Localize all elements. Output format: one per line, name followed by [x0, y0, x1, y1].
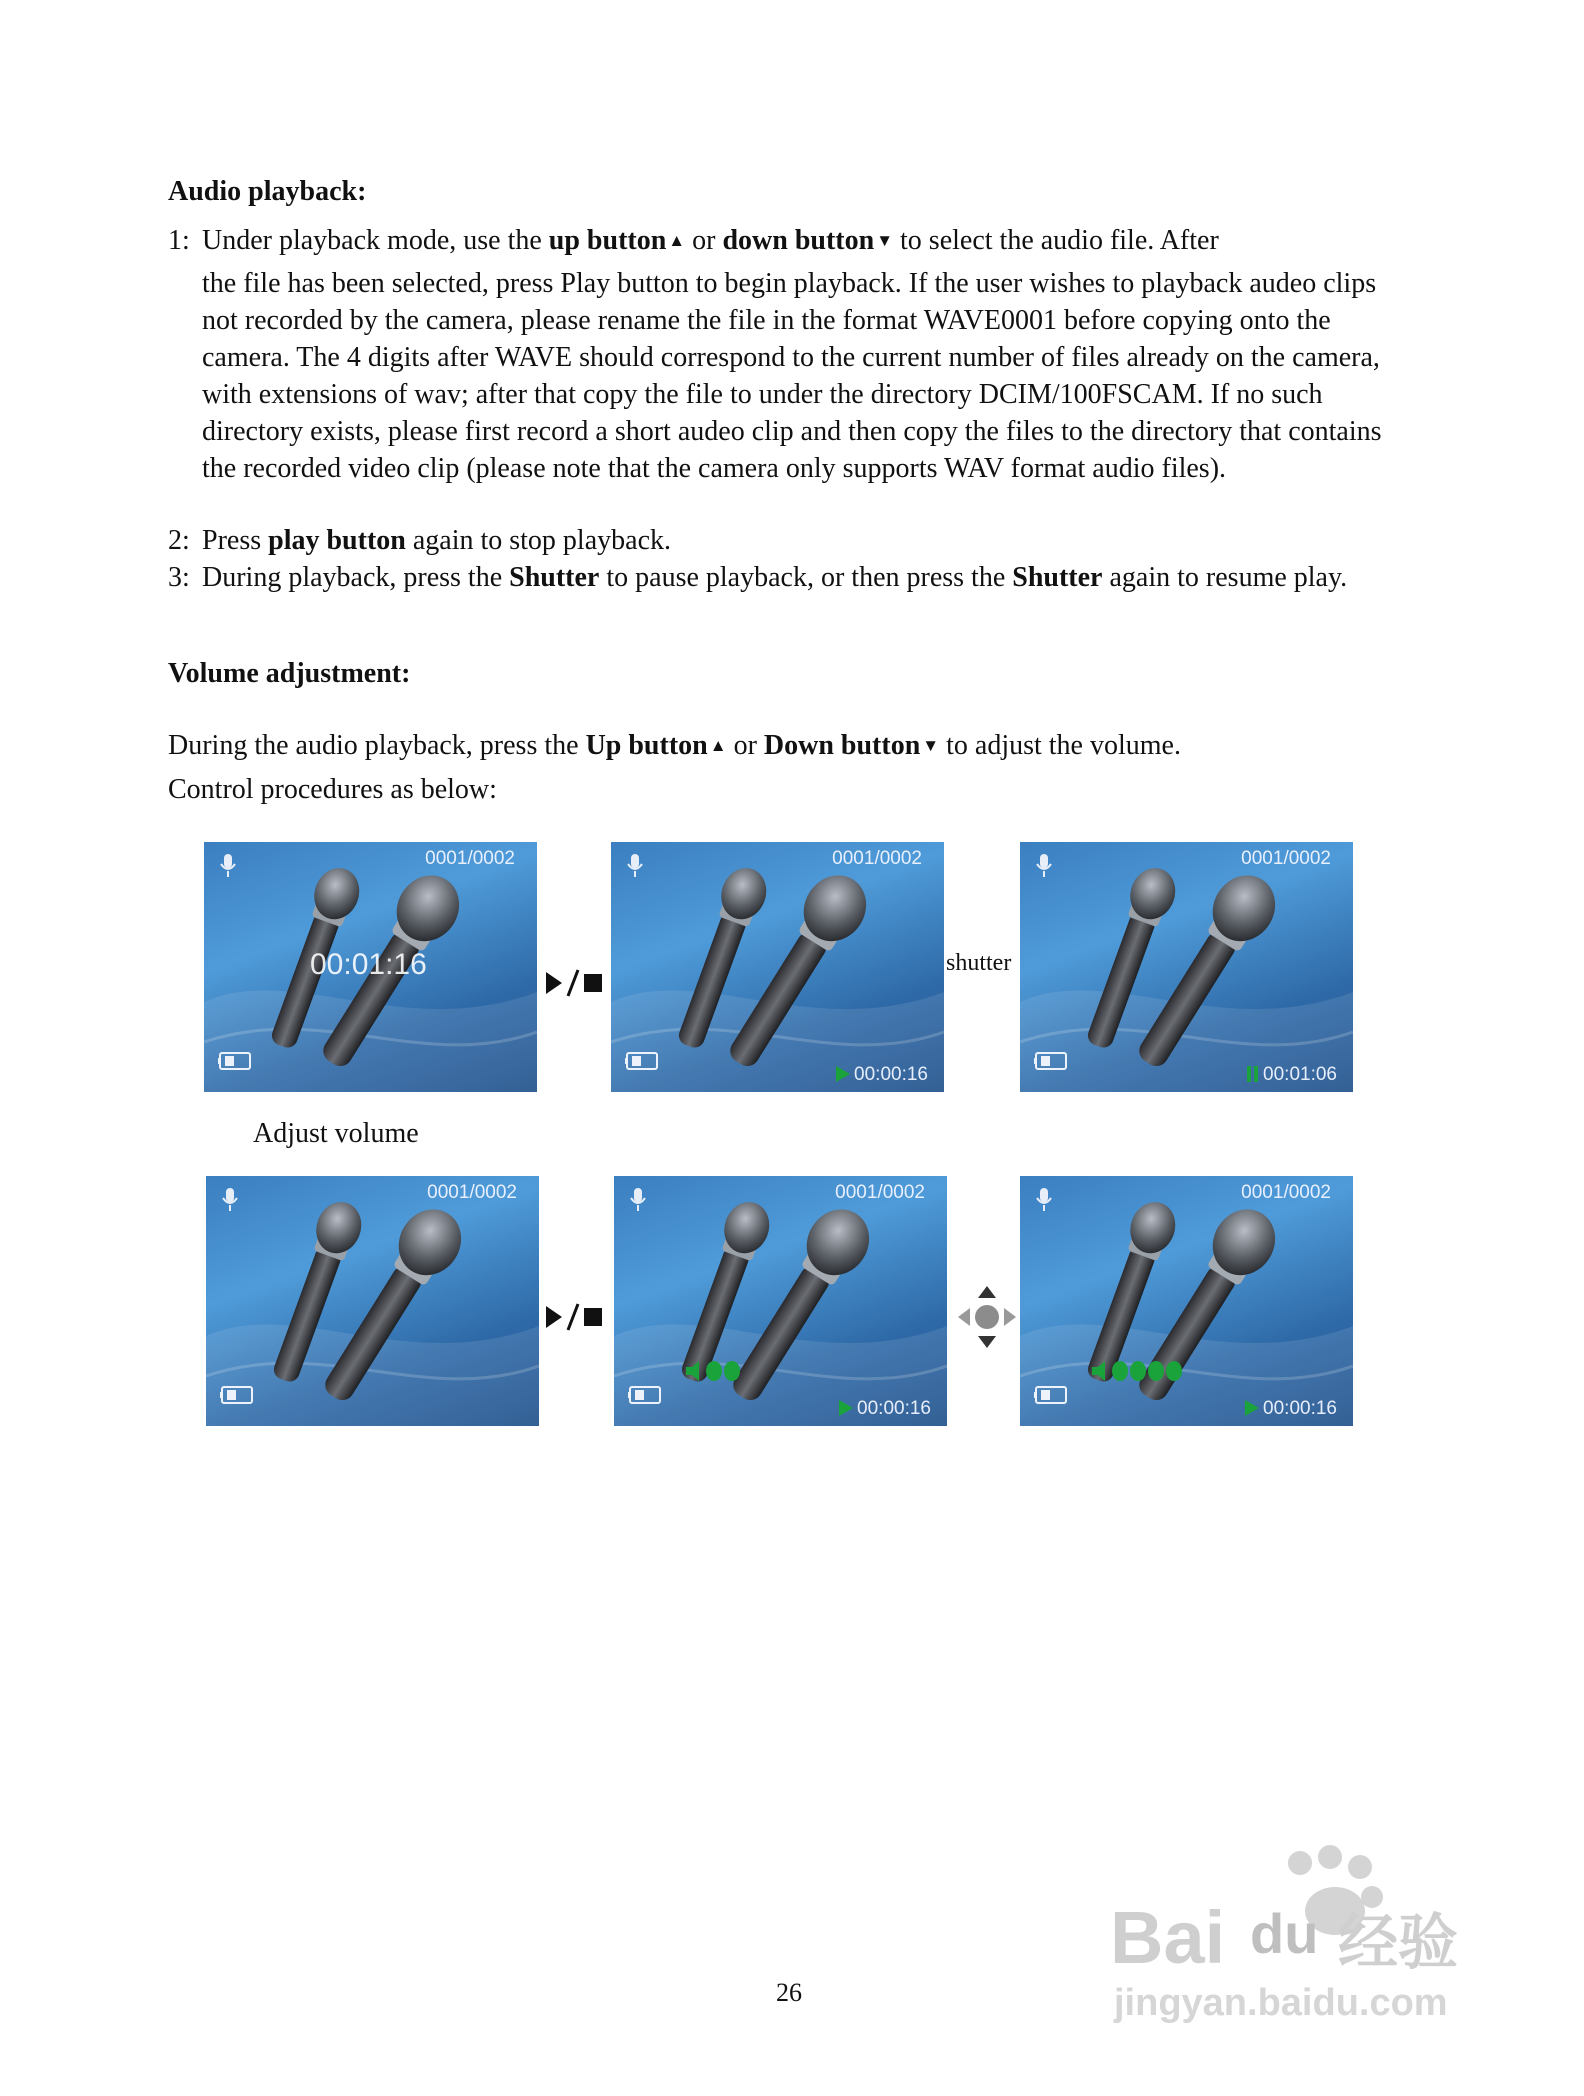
- mic-icon: [1036, 854, 1052, 878]
- volume-dot: [706, 1361, 722, 1381]
- play-icon: [836, 1066, 850, 1082]
- microphones-image: [1020, 1176, 1353, 1426]
- volume-dot: [724, 1361, 740, 1381]
- mic-icon: [630, 1188, 646, 1212]
- audio-playback-heading: Audio playback:: [168, 176, 367, 207]
- file-counter: 0001/0002: [425, 848, 515, 869]
- battery-icon: [1034, 1386, 1068, 1404]
- elapsed-time: 00:01:16: [310, 948, 427, 981]
- volume-dot: [1166, 1361, 1182, 1381]
- battery-icon: [218, 1052, 252, 1070]
- play-stop-icon: [544, 968, 606, 998]
- up-arrow-icon: ▲: [668, 231, 686, 250]
- adjust-volume-label: Adjust volume: [253, 1118, 419, 1149]
- volume-indicator: [1092, 1358, 1212, 1384]
- camera-screen-6: [1020, 1176, 1353, 1426]
- list-item-2: 2: Press play button again to stop playback.: [168, 525, 671, 556]
- file-counter: 0001/0002: [427, 1182, 517, 1203]
- battery-icon: [220, 1386, 254, 1404]
- microphones-image: [614, 1176, 947, 1426]
- volume-dot: [1112, 1361, 1128, 1381]
- mic-icon: [1036, 1188, 1052, 1212]
- mic-icon: [627, 854, 643, 878]
- playback-time: 00:01:06: [1247, 1064, 1337, 1086]
- file-counter: 0001/0002: [835, 1182, 925, 1203]
- volume-dot: [1130, 1361, 1146, 1381]
- camera-screen-3: [1020, 842, 1353, 1092]
- svg-text:du: du: [1250, 1902, 1319, 1965]
- baidu-watermark: [1110, 1845, 1470, 2030]
- volume-adjustment-heading: Volume adjustment:: [168, 658, 411, 689]
- svg-text:经验: 经验: [1338, 1908, 1458, 1978]
- battery-icon: [628, 1386, 662, 1404]
- item-number: 1:: [168, 225, 190, 256]
- battery-icon: [1034, 1052, 1068, 1070]
- camera-screen-2: [611, 842, 944, 1092]
- speaker-icon: [686, 1361, 699, 1381]
- watermark-url: jingyan.baidu.com: [1114, 1982, 1448, 2024]
- down-arrow-icon: ▼: [922, 736, 940, 755]
- camera-screen-1: [204, 842, 537, 1092]
- play-icon: [1245, 1400, 1259, 1416]
- microphones-image: [611, 842, 944, 1092]
- page-number: 26: [776, 1978, 802, 2007]
- up-arrow-icon: ▲: [709, 736, 727, 755]
- play-stop-icon: [544, 1302, 606, 1332]
- volume-paragraph: During the audio playback, press the Up button ▲ or Down button ▼ to adjust the volume. Control procedures as below:: [168, 730, 1181, 805]
- list-item-3: 3: During playback, press the Shutter to pause playback, or then press the Shutter again to resume play.: [168, 562, 1348, 593]
- playback-time: 00:00:16: [839, 1398, 931, 1420]
- battery-icon: [625, 1052, 659, 1070]
- file-counter: 0001/0002: [1241, 848, 1331, 869]
- dpad-icon: [958, 1286, 1016, 1348]
- mic-icon: [220, 854, 236, 878]
- camera-screen-4: [206, 1176, 539, 1426]
- play-icon: [839, 1400, 853, 1416]
- item-1-continuation: the file has been selected, press Play button to begin playback. If the user wishes to playback audeo clips not recorded by the camera, please rename the file in the format WAVE0001 before copying onto the camera. The 4 digits after WAVE should correspond to the current number of files already on the camera, with extensions of wav; after that copy the file to under the directory DCIM/100FSCAM. If no such directory exists, please first record a short audeo clip and then copy the files to the directory that contains the recorded video clip (please note that the camera only supports WAV format audio files).: [202, 268, 1382, 484]
- microphones-image: [1020, 842, 1353, 1092]
- speaker-icon: [1092, 1361, 1105, 1381]
- volume-indicator: [686, 1358, 806, 1384]
- watermark-brand: Bai: [1110, 1896, 1226, 1979]
- playback-time: 00:00:16: [836, 1064, 928, 1086]
- file-counter: 0001/0002: [832, 848, 922, 869]
- camera-screen-5: [614, 1176, 947, 1426]
- volume-dot: [1148, 1361, 1164, 1381]
- down-arrow-icon: ▼: [876, 231, 894, 250]
- pause-icon: [1247, 1066, 1259, 1082]
- baidu-logo: [1110, 1845, 1470, 2025]
- file-counter: 0001/0002: [1241, 1182, 1331, 1203]
- playback-time: 00:00:16: [1245, 1398, 1337, 1420]
- microphones-image: [206, 1176, 539, 1426]
- shutter-label: shutter: [946, 950, 1012, 976]
- mic-icon: [222, 1188, 238, 1212]
- list-item-1: 1: Under playback mode, use the up button ▲ or down button ▼ to select the audio file. After the file has been selected, press Play button to begin playback. If the user wishes to playback audeo clips not recorded by the camera, please rename the file in the format WAVE0001 before copying onto the camera. The 4 digits after WAVE should correspond to the current number of files already on the camera, with extensions of wav; after that copy the file to under the directory DCIM/100FSCAM. If no such directory exists, please first record a short audeo clip and then copy the files to the directory that contains the recorded video clip (please note that the camera only supports WAV format audio files).: [168, 222, 1408, 487]
